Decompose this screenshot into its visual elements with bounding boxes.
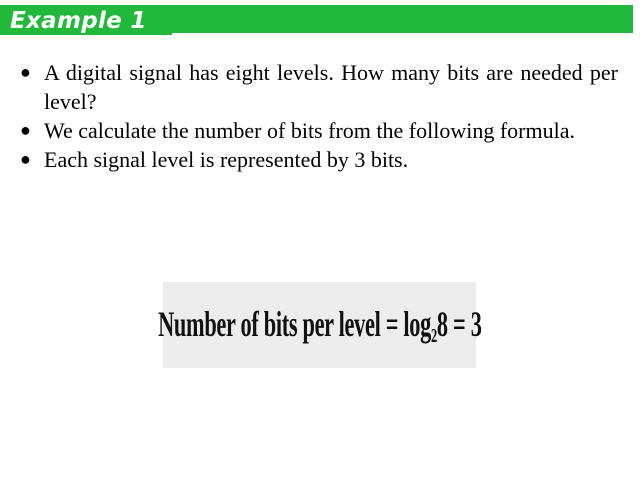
formula (158, 303, 481, 348)
bullet-list (20, 58, 618, 174)
bullet-item (20, 145, 618, 174)
bullet-item (20, 58, 618, 116)
bullet-icon: ● (20, 120, 31, 140)
formula-box (157, 282, 482, 368)
bullet-icon: ● (20, 149, 31, 169)
bullet-text: A digital signal has eight levels. How many bits are needed per level? (44, 60, 618, 114)
bullet-text: We calculate the number of bits from the following formula. (44, 118, 575, 143)
formula-rhs: 8 = 3 (436, 303, 482, 344)
bullet-text: Each signal level is represented by 3 bits. (44, 147, 409, 172)
formula-log-base: 2 (430, 324, 437, 347)
formula-lhs: Number of bits per level = log (157, 303, 431, 344)
bullet-item (20, 116, 618, 145)
title-bar (0, 5, 633, 35)
bullet-icon: ● (20, 62, 31, 82)
slide-title: Example 1 (10, 8, 147, 34)
